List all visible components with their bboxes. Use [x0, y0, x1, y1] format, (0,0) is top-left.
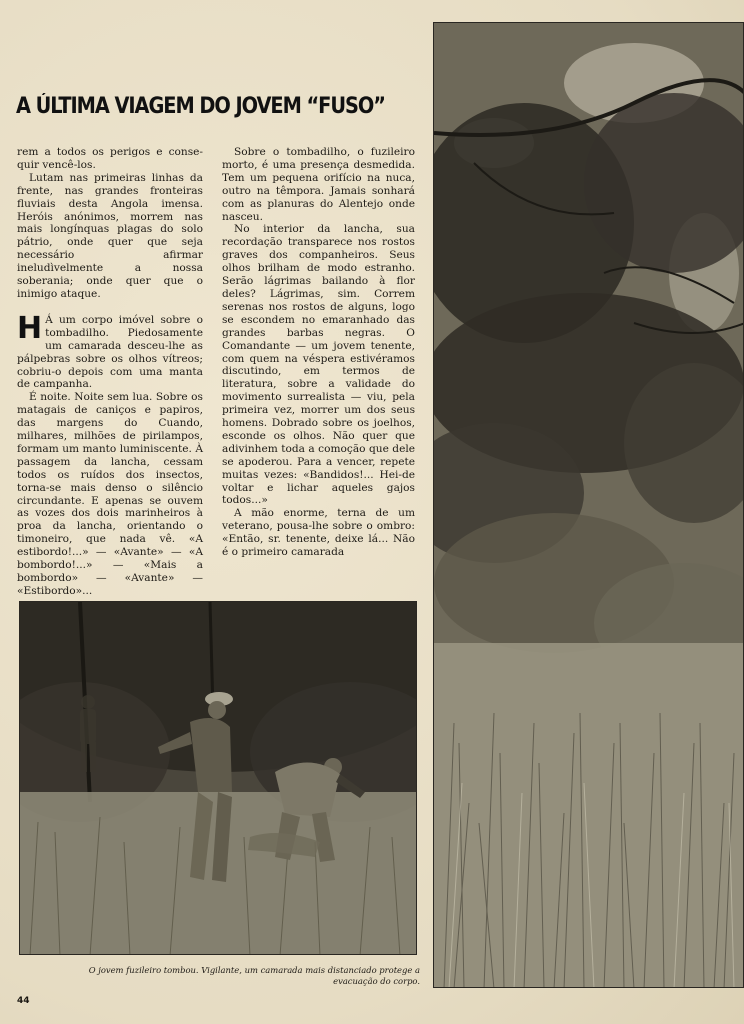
article-title: A ÚLTIMA VIAGEM DO JOVEM “FUSO” [16, 94, 385, 119]
paragraph: rem a todos os perigos e conse-quir vencê-los. [17, 146, 203, 171]
paragraph: No interior da lancha, sua recordação transparece nos rostos graves dos companheiros. Seus olhos brilham de modo estranho. Serão lágrimas bailando à flor deles? Lágrimas, sim. Correm serenas nos rostos de alguns, logo se escondem no emaranhado das grandes barbas negras. O Comandante — um jovem tenente, com quem na véspera estivéramos discutindo, em termos de literatura, sobre a validade do movimento surrealista — viu, pela primeira vez, morrer um dos seus homens. Dobrado sobre os joelhos, esconde os olhos. Não quer que adivinhem toda a comoção que dele se apoderou. Para a vencer, repete muitas vezes: «Bandidos!... Hei-de voltar e lichar aqueles gajos todos...» [222, 223, 415, 507]
right-text-column [222, 146, 415, 559]
left-text-column [17, 146, 203, 598]
paragraph-dropcap [17, 310, 203, 391]
bush-landscape-photo [433, 22, 744, 988]
paragraph: Lutam nas primeiras linhas da frente, nas grandes fronteiras fluviais desta Angola imensa. Heróis anónimos, morrem nas mais longínquas plagas do solo pátrio, onde quer que seja necessário afirmar ineludìvelmente a nossa soberania; onde quer que o inimigo ataque. [17, 171, 203, 300]
paragraph: É noite. Noite sem lua. Sobre os matagais de caniços e papiros, das margens do Cuando, milhares, milhões de pirilampos, formam um manto luminiscente. À passagem da lancha, cessam todos os ruídos dos insectos, torna-se mais denso o silêncio circundante. E apenas se ouvem as vozes dos dois marinheiros à proa da lancha, orientando o timoneiro, que nada vê. «A estibordo!...» — «Avante» — «A bombordo!...» — «Mais a bombordo» — «Avante» — «Estibordo»... [17, 391, 203, 597]
drop-cap: H [17, 310, 43, 346]
paragraph: Sobre o tombadilho, o fuzileiro morto, é uma presença desmedida. Tem um pequena orifício na nuca, outro na têmpora. Jamais sonhará com as planuras do Alentejo onde nasceu. [222, 146, 415, 223]
photo-caption: O jovem fuzileiro tombou. Vigilante, um camarada mais distanciado protege a evacuação do corpo. [88, 965, 420, 986]
paragraph: A mão enorme, terna de um veterano, pousa-lhe sobre o ombro: «Então, sr. tenente, deixe lá... Não é o primeiro camarada [222, 507, 415, 559]
paragraph-text: Á um corpo imóvel sobre o tombadilho. Piedosamente um camarada desceu-lhe as pálpebras sobre os olhos vítreos; cobriu-o depois com uma manta de campanha. [17, 313, 203, 391]
soldiers-photo [19, 601, 417, 955]
bush-landscape-illustration [434, 23, 744, 988]
page-number: 44 [17, 996, 30, 1006]
soldiers-illustration [20, 602, 417, 955]
